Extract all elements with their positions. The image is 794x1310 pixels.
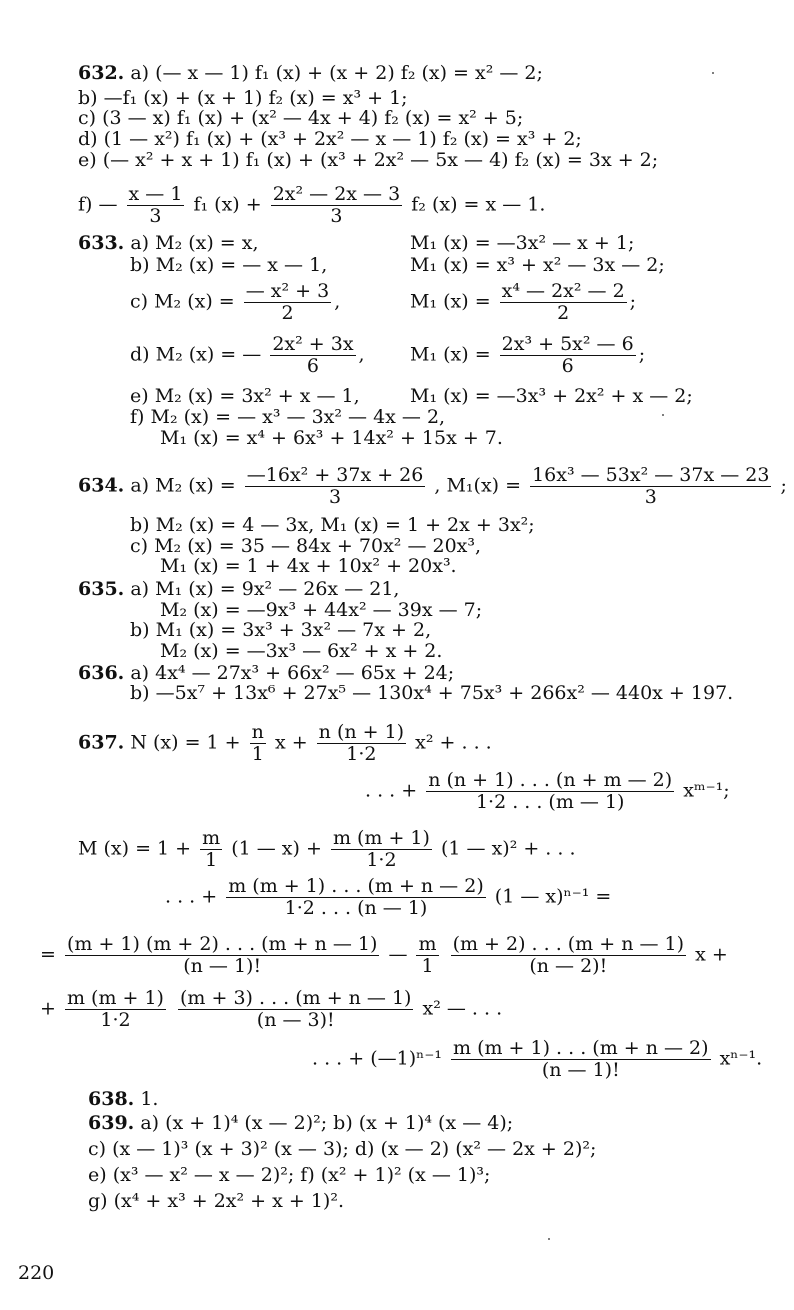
problem-635-b2: M₂ (x) = —3x³ — 6x² + x + 2.: [160, 640, 443, 662]
numerator: 2x³ + 5x² — 6: [501, 333, 634, 355]
problem-639-ef: e) (x³ — x² — x — 2)²; f) (x² + 1)² (x — 1)³;: [88, 1164, 491, 1186]
problem-637-m-line2: [165, 876, 611, 919]
formula-text: x² + . . .: [415, 731, 492, 754]
problem-636-a: [78, 664, 454, 683]
problem-639-g: g) (x⁴ + x³ + 2x² + x + 1)².: [88, 1190, 344, 1212]
problem-number: 637.: [78, 731, 125, 754]
denominator: 1·2 . . . (n — 1): [284, 896, 428, 919]
numerator: m (m + 1) . . . (m + n — 2): [453, 1037, 709, 1059]
numerator: n: [251, 721, 264, 743]
answer-line: a) M₁ (x) = 9x² — 26x — 21,: [130, 578, 400, 600]
answer-line: 1.: [140, 1088, 159, 1110]
formula-text: xⁿ⁻¹.: [719, 1047, 763, 1070]
fraction: [200, 828, 222, 871]
problem-637-r-line2: [40, 988, 502, 1031]
formula-text: x +: [695, 943, 728, 966]
problem-633-c-right: [410, 281, 636, 324]
problem-632-b: b) —f₁ (x) + (x + 1) f₂ (x) = x³ + 1;: [78, 87, 408, 109]
formula-text: x +: [274, 731, 308, 754]
fraction: [65, 934, 379, 977]
punctuation: ,: [334, 290, 341, 313]
fraction: [270, 334, 355, 377]
answer-line: a) 4x⁴ — 27x³ + 66x² — 65x + 24;: [130, 662, 455, 684]
scan-speck: [712, 72, 714, 74]
problem-633-f1: f) M₂ (x) = — x³ — 3x² — 4x — 2,: [130, 406, 446, 428]
formula-text: N (x) = 1 +: [130, 731, 241, 754]
problem-635-a2: M₂ (x) = —9x³ + 44x² — 39x — 7;: [160, 599, 483, 621]
problem-number: 639.: [88, 1112, 135, 1134]
problem-633-d-right: [410, 334, 645, 377]
fraction: [245, 465, 426, 508]
problem-634-c2: M₁ (x) = 1 + 4x + 10x² + 20x³.: [160, 555, 457, 577]
denominator: (n — 3)!: [256, 1008, 335, 1031]
numerator: m: [418, 933, 437, 955]
problem-635-b1: b) M₁ (x) = 3x³ + 3x² — 7x + 2,: [130, 619, 432, 641]
denominator: (n — 2)!: [529, 954, 608, 977]
answer-right: M₁ (x) =: [410, 343, 491, 366]
denominator: 1: [421, 954, 434, 977]
answer-left: a) M₂ (x) =: [130, 474, 236, 497]
problem-633-b: b) M₂ (x) = — x — 1,: [130, 254, 328, 276]
problem-632-d: d) (1 — x²) f₁ (x) + (x³ + 2x² — x — 1) f₂ (x) = x³ + 2;: [78, 128, 582, 150]
problem-number: 634.: [78, 474, 125, 497]
problem-633-e: e) M₂ (x) = 3x² + x — 1,: [130, 385, 360, 407]
problem-634-b: b) M₂ (x) = 4 — 3x, M₁ (x) = 1 + 2x + 3x²;: [130, 514, 535, 536]
fraction: [244, 281, 331, 324]
answer-right: M₁ (x) =: [410, 290, 491, 313]
problem-637-r-line3: [312, 1038, 762, 1081]
answer-left: d) M₂ (x) = —: [130, 343, 262, 366]
denominator: 3: [329, 485, 342, 508]
problem-633-f2: M₁ (x) = x⁴ + 6x³ + 14x² + 15x + 7.: [160, 427, 503, 449]
numerator: m (m + 1) . . . (m + n — 2): [228, 875, 484, 897]
fraction: [426, 770, 674, 813]
problem-633-a-right: M₁ (x) = —3x² — x + 1;: [410, 232, 635, 254]
problem-633-c: [130, 281, 340, 324]
answer-text: , M₁(x) =: [434, 474, 522, 497]
formula-text: +: [40, 997, 56, 1020]
problem-632-c: c) (3 — x) f₁ (x) + (x² — 4x + 4) f₂ (x) = x² + 5;: [78, 107, 524, 129]
numerator: (m + 3) . . . (m + n — 1): [180, 987, 412, 1009]
formula-text: =: [40, 943, 56, 966]
denominator: 1·2 . . . (m — 1): [475, 790, 625, 813]
denominator: (n — 1)!: [183, 954, 262, 977]
problem-number: 633.: [78, 232, 125, 254]
fraction: [416, 934, 438, 977]
numerator: 16x³ — 53x² — 37x — 23: [532, 464, 770, 486]
page-number: 220: [18, 1262, 55, 1284]
numerator: m: [202, 827, 221, 849]
denominator: 2: [281, 301, 294, 324]
answer-prefix: f) —: [78, 193, 118, 216]
formula-text: . . . +: [165, 885, 218, 908]
denominator: 6: [561, 354, 574, 377]
denominator: 1·2: [366, 848, 397, 871]
fraction: [271, 184, 402, 227]
fraction: [127, 184, 185, 227]
problem-number: 638.: [88, 1088, 135, 1110]
denominator: 6: [306, 354, 319, 377]
punctuation: ;: [780, 474, 787, 497]
formula-text: (1 — x)² + . . .: [440, 837, 576, 860]
formula-text: —: [388, 943, 408, 966]
numerator: 2x² — 2x — 3: [272, 183, 401, 205]
problem-632-f: [78, 184, 545, 227]
problem-633-a: [78, 234, 259, 253]
denominator: 3: [149, 204, 162, 227]
denominator: 3: [644, 485, 657, 508]
numerator: x⁴ — 2x² — 2: [501, 280, 625, 302]
fraction: [500, 334, 636, 377]
scan-speck: [548, 1238, 550, 1240]
punctuation: ;: [638, 343, 646, 366]
numerator: m (m + 1): [332, 827, 430, 849]
fraction: [250, 722, 266, 765]
numerator: — x² + 3: [245, 280, 330, 302]
problem-633-d: [130, 334, 365, 377]
denominator: 1: [251, 742, 264, 765]
denominator: 3: [330, 204, 343, 227]
fraction: [500, 281, 627, 324]
formula-text: x² — . . .: [422, 997, 503, 1020]
problem-637-n-line2: [365, 770, 730, 813]
problem-635-a1: [78, 580, 399, 599]
numerator: 2x² + 3x: [272, 333, 354, 355]
formula-text: (1 — x)ⁿ⁻¹ =: [494, 885, 612, 908]
problem-639-ab: [88, 1114, 513, 1133]
denominator: 1·2: [346, 742, 377, 765]
denominator: 2: [557, 301, 570, 324]
answer-left: c) M₂ (x) =: [130, 290, 235, 313]
problem-637-r-line1: [40, 934, 728, 977]
fraction: [65, 988, 166, 1031]
problem-634-c1: c) M₂ (x) = 35 — 84x + 70x² — 20x³,: [130, 535, 482, 557]
problem-638: [88, 1090, 158, 1109]
formula-text: xᵐ⁻¹;: [683, 779, 730, 802]
formula-text: . . . + (—1)ⁿ⁻¹: [312, 1047, 442, 1070]
fraction: [226, 876, 486, 919]
problem-633-b-right: M₁ (x) = x³ + x² — 3x — 2;: [410, 254, 665, 276]
denominator: 1: [205, 848, 218, 871]
punctuation: ;: [629, 290, 637, 313]
denominator: 1·2: [100, 1008, 131, 1031]
fraction: [451, 1038, 711, 1081]
fraction: [331, 828, 432, 871]
problem-633-e-right: M₁ (x) = —3x³ + 2x² + x — 2;: [410, 385, 693, 407]
problem-639-cd: c) (x — 1)³ (x + 3)² (x — 3); d) (x — 2) (x² — 2x + 2)²;: [88, 1138, 597, 1160]
formula-text: . . . +: [365, 779, 418, 802]
numerator: m (m + 1): [66, 987, 164, 1009]
fraction: [178, 988, 413, 1031]
punctuation: ,: [358, 343, 365, 366]
problem-632-a: [78, 64, 543, 83]
problem-number: 632.: [78, 62, 125, 84]
answer-text: f₂ (x) = x — 1.: [411, 193, 546, 216]
formula-text: (1 — x) +: [231, 837, 322, 860]
answer-line: a) (x + 1)⁴ (x — 2)²; b) (x + 1)⁴ (x — 4);: [140, 1112, 514, 1134]
problem-number: 635.: [78, 578, 125, 600]
problem-632-e: e) (— x² + x + 1) f₁ (x) + (x³ + 2x² — 5x — 4) f₂ (x) = 3x + 2;: [78, 149, 659, 171]
problem-634-a: [78, 465, 787, 508]
answer-text: f₁ (x) +: [193, 193, 262, 216]
numerator: —16x² + 37x + 26: [246, 464, 424, 486]
problem-637-m-line1: [78, 828, 576, 871]
problem-637-n-line1: [78, 722, 492, 765]
denominator: (n — 1)!: [541, 1058, 620, 1081]
numerator: (m + 2) . . . (m + n — 1): [452, 933, 685, 955]
answer-line: a) (— x — 1) f₁ (x) + (x + 2) f₂ (x) = x² — 2;: [130, 62, 543, 84]
problem-636-b: b) —5x⁷ + 13x⁶ + 27x⁵ — 130x⁴ + 75x³ + 266x² — 440x + 197.: [130, 682, 734, 704]
numerator: (m + 1) (m + 2) . . . (m + n — 1): [66, 933, 378, 955]
fraction: [530, 465, 771, 508]
numerator: n (n + 1): [318, 721, 405, 743]
scan-speck: [662, 414, 664, 416]
formula-text: M (x) = 1 +: [78, 837, 192, 860]
problem-number: 636.: [78, 662, 125, 684]
fraction: [317, 722, 406, 765]
answer-left: a) M₂ (x) = x,: [130, 232, 259, 254]
numerator: n (n + 1) . . . (n + m — 2): [428, 769, 673, 791]
numerator: x — 1: [128, 183, 183, 205]
fraction: [451, 934, 686, 977]
